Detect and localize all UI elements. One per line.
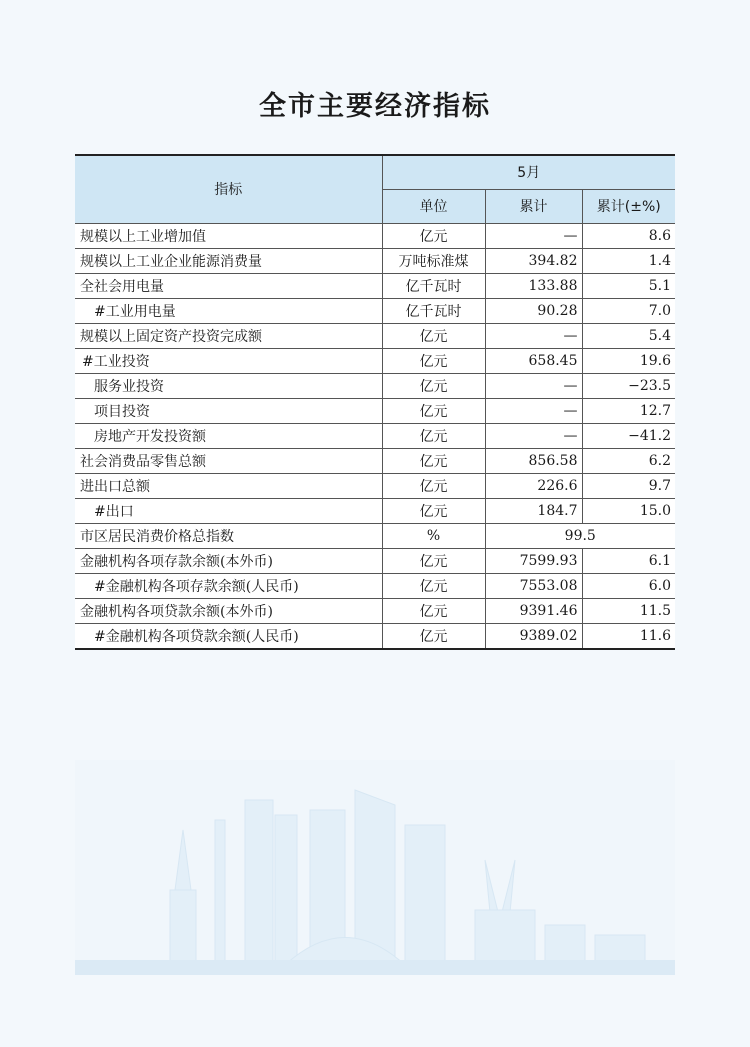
row-cumulative: 9391.46 xyxy=(485,598,582,623)
page-title: 全市主要经济指标 xyxy=(259,91,491,122)
row-unit: 亿元 xyxy=(382,348,485,373)
row-unit: 亿千瓦时 xyxy=(382,273,485,298)
row-unit: 万吨标准煤 xyxy=(382,248,485,273)
row-change: 6.0 xyxy=(582,573,675,598)
row-name: 规模以上工业企业能源消费量 xyxy=(75,248,382,273)
row-cumulative: 7553.08 xyxy=(485,573,582,598)
row-name: 金融机构各项存款余额(本外币) xyxy=(75,548,382,573)
row-cumulative: — xyxy=(485,423,582,448)
row-cumulative: — xyxy=(485,373,582,398)
row-name: 规模以上工业增加值 xyxy=(75,223,382,248)
row-unit: 亿元 xyxy=(382,473,485,498)
row-cumulative: — xyxy=(485,323,582,348)
table-row xyxy=(75,398,675,423)
row-cumulative: 9389.02 xyxy=(485,623,582,649)
table-row xyxy=(75,223,675,248)
row-unit: % xyxy=(382,523,485,548)
indicator-table xyxy=(75,154,675,650)
row-name: 社会消费品零售总额 xyxy=(75,448,382,473)
row-change: 19.6 xyxy=(582,348,675,373)
row-change: 5.4 xyxy=(582,323,675,348)
table-row xyxy=(75,598,675,623)
row-name: #出口 xyxy=(75,498,382,523)
row-change: 9.7 xyxy=(582,473,675,498)
row-unit: 亿元 xyxy=(382,423,485,448)
row-name: 房地产开发投资额 xyxy=(75,423,382,448)
row-unit: 亿元 xyxy=(382,623,485,649)
row-name: 全社会用电量 xyxy=(75,273,382,298)
row-cumulative: — xyxy=(485,398,582,423)
row-change: 1.4 xyxy=(582,248,675,273)
row-name: 金融机构各项贷款余额(本外币) xyxy=(75,598,382,623)
row-name: 规模以上固定资产投资完成额 xyxy=(75,323,382,348)
row-cumulative: — xyxy=(485,223,582,248)
row-unit: 亿元 xyxy=(382,573,485,598)
row-cumulative: 856.58 xyxy=(485,448,582,473)
table-row xyxy=(75,573,675,598)
row-name: 项目投资 xyxy=(75,398,382,423)
header-change: 累计(±%) xyxy=(582,189,675,223)
table-row xyxy=(75,298,675,323)
row-change: 7.0 xyxy=(582,298,675,323)
table-row xyxy=(75,448,675,473)
city-skyline-illustration xyxy=(75,760,675,975)
row-change: −41.2 xyxy=(582,423,675,448)
table-row xyxy=(75,473,675,498)
table-row xyxy=(75,348,675,373)
row-unit: 亿元 xyxy=(382,498,485,523)
row-name: 服务业投资 xyxy=(75,373,382,398)
table-row xyxy=(75,548,675,573)
row-change: 12.7 xyxy=(582,398,675,423)
row-change: 6.2 xyxy=(582,448,675,473)
row-merged-value: 99.5 xyxy=(485,523,675,548)
row-name: #金融机构各项贷款余额(人民币) xyxy=(75,623,382,649)
row-cumulative: 184.7 xyxy=(485,498,582,523)
row-change: 15.0 xyxy=(582,498,675,523)
table-row xyxy=(75,623,675,649)
row-change: −23.5 xyxy=(582,373,675,398)
row-unit: 亿元 xyxy=(382,598,485,623)
row-name: 市区居民消费价格总指数 xyxy=(75,523,382,548)
table-row xyxy=(75,273,675,298)
row-change: 11.5 xyxy=(582,598,675,623)
row-unit: 亿元 xyxy=(382,448,485,473)
header-period: 5月 xyxy=(382,155,675,189)
row-change: 6.1 xyxy=(582,548,675,573)
row-name: 进出口总额 xyxy=(75,473,382,498)
row-change: 5.1 xyxy=(582,273,675,298)
table-row xyxy=(75,498,675,523)
row-name: #工业投资 xyxy=(75,348,382,373)
header-indicator: 指标 xyxy=(75,155,382,223)
table-row xyxy=(75,248,675,273)
row-unit: 亿元 xyxy=(382,548,485,573)
row-cumulative: 658.45 xyxy=(485,348,582,373)
row-cumulative: 133.88 xyxy=(485,273,582,298)
row-change: 11.6 xyxy=(582,623,675,649)
row-unit: 亿元 xyxy=(382,223,485,248)
row-cumulative: 90.28 xyxy=(485,298,582,323)
header-unit: 单位 xyxy=(382,189,485,223)
row-unit: 亿元 xyxy=(382,323,485,348)
table-row xyxy=(75,373,675,398)
table-row xyxy=(75,323,675,348)
header-cumulative: 累计 xyxy=(485,189,582,223)
row-cumulative: 7599.93 xyxy=(485,548,582,573)
row-name: #工业用电量 xyxy=(75,298,382,323)
row-change: 8.6 xyxy=(582,223,675,248)
table-row xyxy=(75,423,675,448)
row-cumulative: 226.6 xyxy=(485,473,582,498)
row-name: #金融机构各项存款余额(人民币) xyxy=(75,573,382,598)
row-cumulative: 394.82 xyxy=(485,248,582,273)
table-row xyxy=(75,523,675,548)
row-unit: 亿元 xyxy=(382,373,485,398)
row-unit: 亿元 xyxy=(382,398,485,423)
row-unit: 亿千瓦时 xyxy=(382,298,485,323)
